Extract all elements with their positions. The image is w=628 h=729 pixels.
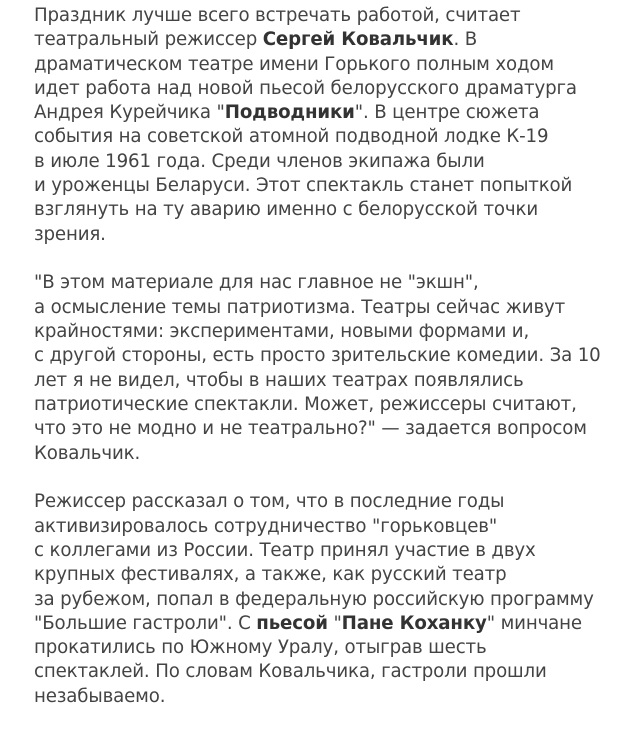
text-segment: спектаклей. По словам Ковальчика, гастроли прошли	[34, 661, 547, 683]
text-line	[34, 417, 620, 441]
text-line	[34, 125, 620, 149]
text-segment: крайностями: экспериментами, новыми формами и,	[34, 321, 530, 343]
text-segment: крупных фестивалях, а также, как русский театр	[34, 564, 507, 586]
text-segment: " минчане	[486, 612, 582, 634]
text-line	[34, 588, 620, 612]
text-segment: ". В центре сюжета	[354, 102, 540, 124]
text-line	[34, 223, 620, 247]
text-segment: взглянуть на ту аварию именно с белорусской точки	[34, 199, 538, 221]
text-segment: а осмысление темы патриотизма. Театры сейчас живут	[34, 296, 566, 318]
text-segment: театральный режиссер	[34, 29, 263, 51]
text-line	[34, 442, 620, 466]
bold-text: Подводники	[224, 102, 355, 124]
text-line	[34, 296, 620, 320]
text-segment: активизировалось сотрудничество "горьковцев"	[34, 515, 498, 537]
text-line	[34, 563, 620, 587]
text-line	[34, 344, 620, 368]
text-segment: . В	[453, 29, 478, 51]
text-line	[34, 198, 620, 222]
text-line	[34, 174, 620, 198]
bold-text: Пане Коханку	[341, 612, 487, 634]
text-segment: "В этом материале для нас главное не "экшн",	[34, 272, 479, 294]
text-segment: Режиссер рассказал о том, что в последние годы	[34, 491, 505, 513]
bold-text: пьесой	[256, 612, 328, 634]
text-segment: события на советской атомной подводной лодке К-19	[34, 126, 549, 148]
text-line	[34, 539, 620, 563]
text-segment: что это не модно и не театрально?" — задается вопросом	[34, 418, 587, 440]
text-segment: патриотические спектакли. Может, режиссеры считают,	[34, 393, 577, 415]
text-line	[34, 369, 620, 393]
text-segment: драматическом театре имени Горького полным ходом	[34, 53, 554, 75]
text-line	[34, 4, 620, 28]
text-segment: с другой стороны, есть просто зрительские комедии. За 10	[34, 345, 601, 367]
text-line	[34, 150, 620, 174]
text-line	[34, 53, 620, 77]
text-line	[34, 320, 620, 344]
text-segment: Ковальчик.	[34, 442, 141, 464]
text-segment: "	[327, 612, 342, 634]
text-line	[34, 515, 620, 539]
text-line	[34, 271, 620, 295]
text-segment: прокатились по Южному Уралу, отыграв шесть	[34, 637, 487, 659]
article-paragraph	[34, 4, 620, 247]
article-paragraph	[34, 271, 620, 465]
text-segment: за рубежом, попал в федеральную российскую программу	[34, 588, 594, 610]
text-line	[34, 77, 620, 101]
text-segment: с коллегами из России. Театр принял участие в двух	[34, 539, 536, 561]
text-segment: незабываемо.	[34, 685, 166, 707]
text-segment: зрения.	[34, 223, 106, 245]
text-line	[34, 636, 620, 660]
text-line	[34, 28, 620, 52]
text-segment: в июле 1961 года. Среди членов экипажа были	[34, 150, 485, 172]
bold-text: Сергей Ковальчик	[262, 29, 454, 51]
text-segment: Андрея Курейчика "	[34, 102, 225, 124]
text-line	[34, 660, 620, 684]
text-line	[34, 490, 620, 514]
text-segment: идет работа над новой пьесой белорусского драматурга	[34, 77, 577, 99]
text-line	[34, 101, 620, 125]
text-line	[34, 612, 620, 636]
article-paragraph	[34, 490, 620, 709]
text-line	[34, 393, 620, 417]
text-line	[34, 685, 620, 709]
text-segment: и уроженцы Беларуси. Этот спектакль станет попыткой	[34, 175, 573, 197]
text-segment: лет я не видел, чтобы в наших театрах появлялись	[34, 369, 524, 391]
text-segment: "Большие гастроли". С	[34, 612, 257, 634]
text-segment: Праздник лучше всего встречать работой, считает	[34, 5, 521, 26]
